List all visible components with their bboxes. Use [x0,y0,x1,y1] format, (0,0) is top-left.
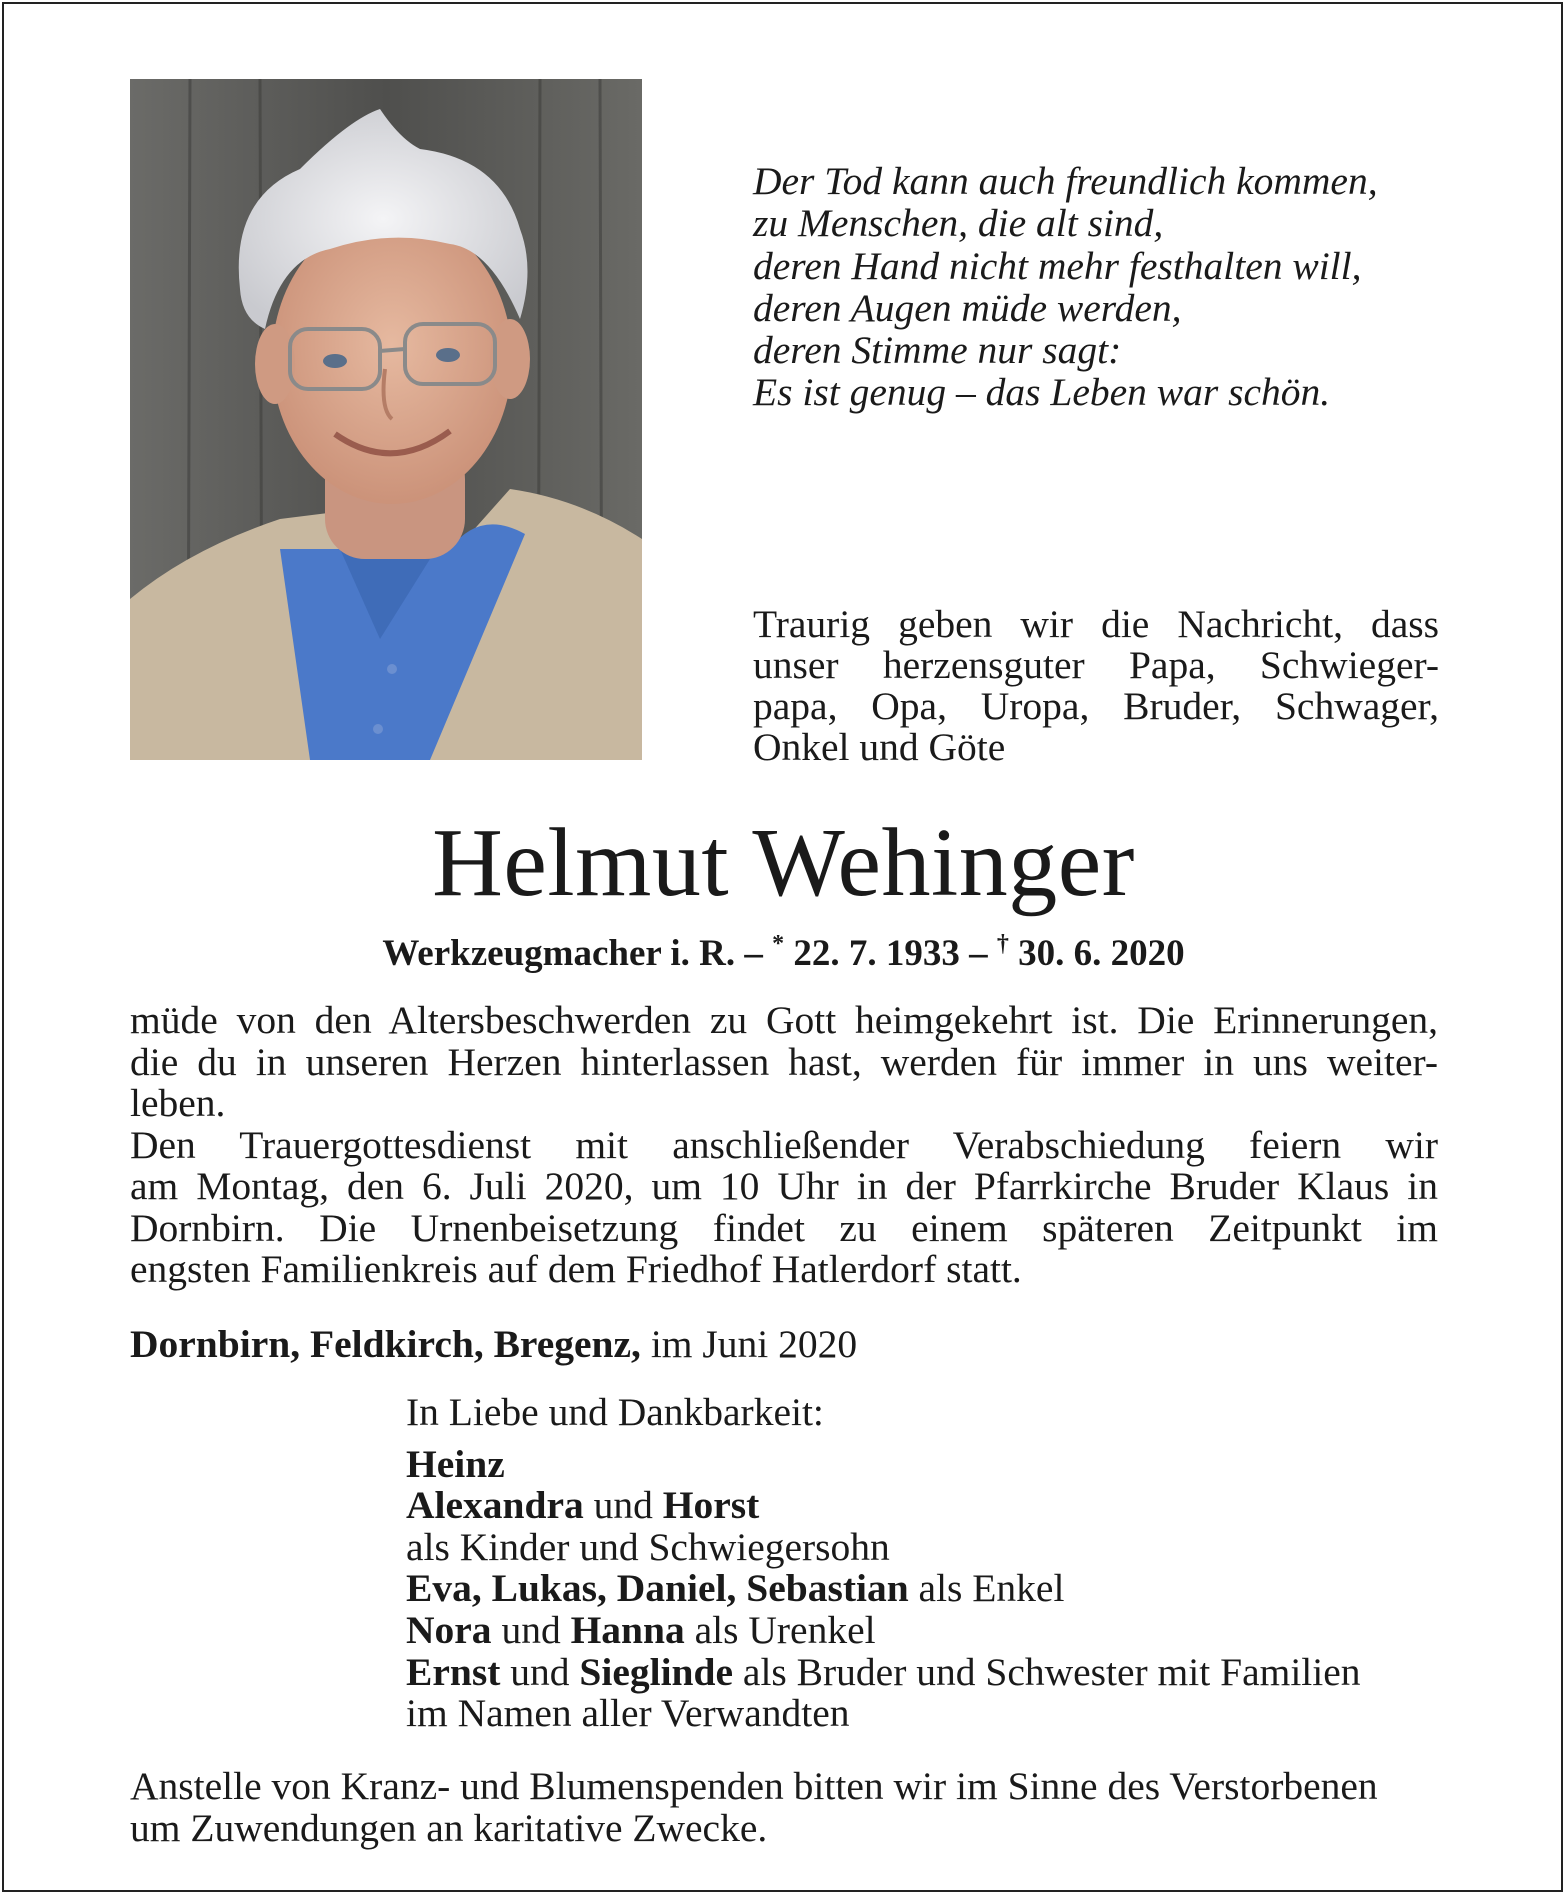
profession: Werkzeugmacher i. R. – [382,933,763,974]
deceased-name: Helmut Wehinger [432,809,1135,917]
closing-line: um Zuwendungen an karitative Zwecke. [130,1805,768,1850]
announcement [753,604,1439,768]
death-date: 30. 6. 2020 [1008,933,1185,974]
place-cities: Dornbirn, Feldkirch, Bregenz, [130,1322,641,1366]
family-member: Horst [662,1483,760,1528]
body-line: leben. [130,1081,226,1125]
announcement-line: unser herzensguter Papa, Schwieger- [753,643,1439,687]
birth-date: 22. 7. 1933 – [784,933,988,974]
family-intro: In Liebe und Dankbarkeit: [406,1390,824,1434]
family-member: Alexandra [406,1483,584,1528]
poem [753,160,1453,414]
conjunction: und [491,1607,571,1652]
subtitle [0,932,1567,976]
poem-line: deren Augen müde werden, [753,285,1182,330]
portrait-photo [130,79,642,760]
family-line [406,1441,1446,1486]
body-line: engsten Familienkreis auf dem Friedhof Hatlerdorf statt. [130,1247,1022,1291]
family-member: Nora [406,1607,492,1652]
conjunction: und [583,1483,663,1528]
death-symbol: † [996,931,1009,957]
family-line [406,1649,1446,1694]
birth-symbol: * [772,931,785,957]
closing-note [130,1766,1438,1849]
body-line: die du in unseren Herzen hinterlassen hast, werden für immer in uns weiter- [130,1039,1438,1084]
announcement-line: papa, Opa, Uropa, Bruder, Schwager, [753,684,1439,728]
family-role: als Kinder und Schwiegersohn [406,1524,890,1569]
body-line: müde von den Altersbeschwerden zu Gott heimgekehrt ist. Die Erinnerungen, [130,998,1438,1042]
poem-line: Es ist genug – das Leben war schön. [753,370,1331,415]
family-member: Heinz [406,1441,505,1486]
family-list [406,1392,1446,1735]
conjunction: und [500,1649,580,1694]
place-date-text: im Juni 2020 [640,1322,858,1366]
family-role: als Bruder und Schwester mit Familien [733,1649,1361,1694]
family-member: Sieglinde [579,1649,734,1694]
family-line [406,1485,1446,1527]
poem-line: deren Stimme nur sagt: [753,328,1122,373]
announcement-line: Traurig geben wir die Nachricht, dass [753,602,1439,646]
poem-line: zu Menschen, die alt sind, [753,201,1164,246]
family-role: als Urenkel [684,1607,876,1652]
family-line [406,1607,1446,1652]
family-role: als Enkel [908,1566,1065,1611]
poem-line: Der Tod kann auch freundlich kommen, [753,159,1378,203]
closing-line: Anstelle von Kranz- und Blumenspenden bitten wir im Sinne des Verstorbenen [130,1764,1378,1808]
body-text [130,1000,1438,1291]
poem-line: deren Hand nicht mehr festhalten will, [753,243,1362,288]
family-member: Eva, Lukas, Daniel, Sebastian [406,1566,909,1611]
body-line: Dornbirn. Die Urnenbeisetzung findet zu einem späteren Zeitpunkt im [130,1205,1438,1250]
body-line: Den Trauergottesdienst mit anschließender Verabschiedung feiern wir [130,1122,1438,1167]
family-member: Hanna [570,1607,685,1652]
family-member: Ernst [406,1649,501,1694]
family-role: im Namen aller Verwandten [406,1691,850,1736]
place-date [130,1322,857,1366]
family-line [406,1568,1446,1610]
announcement-line: Onkel und Göte [753,725,1006,769]
body-line: am Montag, den 6. Juli 2020, um 10 Uhr in der Pfarrkirche Bruder Klaus in [130,1164,1438,1208]
portrait-illustration [130,79,642,760]
